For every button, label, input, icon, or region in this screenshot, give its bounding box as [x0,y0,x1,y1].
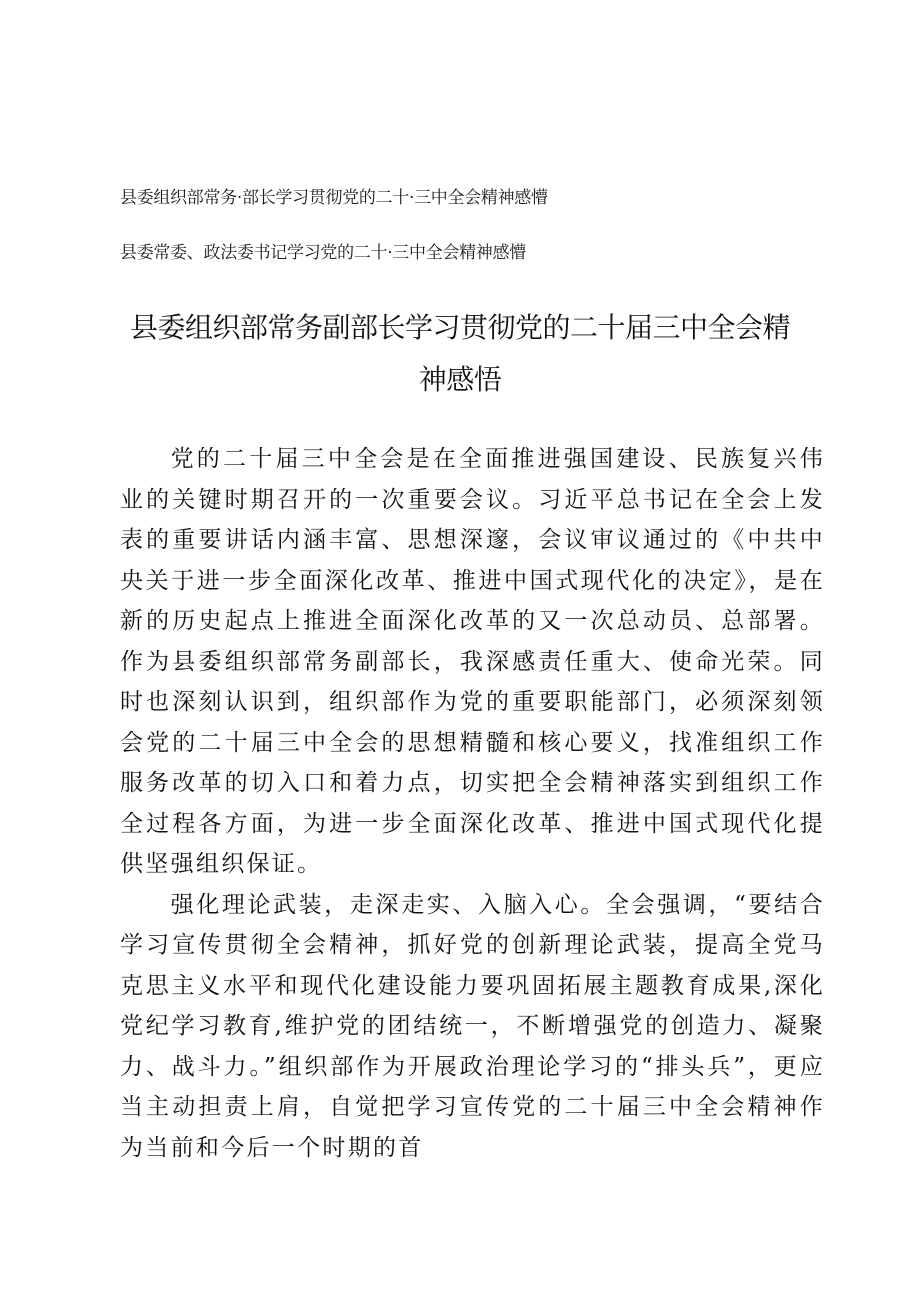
toc-entry-2: 县委常委、政法委书记学习党的二十·三中全会精神感懵 [120,243,526,263]
toc-entry-1: 县委组织部常务·部长学习贯彻党的二十·三中全会精神感懵 [120,188,548,208]
paragraph-2: 强化理论武装，走深走实、入脑入心。全会强调，“要结合学习宣传贯彻全会精神，抓好党的创新理论武装，提高全党马克思主义水平和现代化建设能力要巩固拓展主题教育成果,深化党纪学习教育,维护党的团结统一，不断增强党的创造力、凝聚力、战斗力。”组织部作为开展政治理论学习的“排头兵”，更应当主动担责上肩，自觉把学习宣传党的二十届三中全会精神作为当前和今后一个时期的首 [120,891,825,1161]
document-body [120,439,825,1168]
document-title: 县委组织部常务副部长学习贯彻党的二十届三中全会精神感悟 [130,311,791,396]
paragraph-1: 党的二十届三中全会是在全面推进强国建设、民族复兴伟业的关键时期召开的一次重要会议。习近平总书记在全会上发表的重要讲话内涵丰富、思想深邃，会议审议通过的《中共中央关于进一步全面深化改革、推进中国式现代化的决定》，是在新的历史起点上推进全面深化改革的又一次总动员、总部署。作为县委组织部常务副部长，我深感责任重大、使命光荣。同时也深刻认识到，组织部作为党的重要职能部门，必须深刻领会党的二十届三中全会的思想精髓和核心要义，找准组织工作服务改革的切入口和着力点，切实把全会精神落实到组织工作全过程各方面，为进一步全面深化改革、推进中国式现代化提供坚强组织保证。 [120,446,825,877]
